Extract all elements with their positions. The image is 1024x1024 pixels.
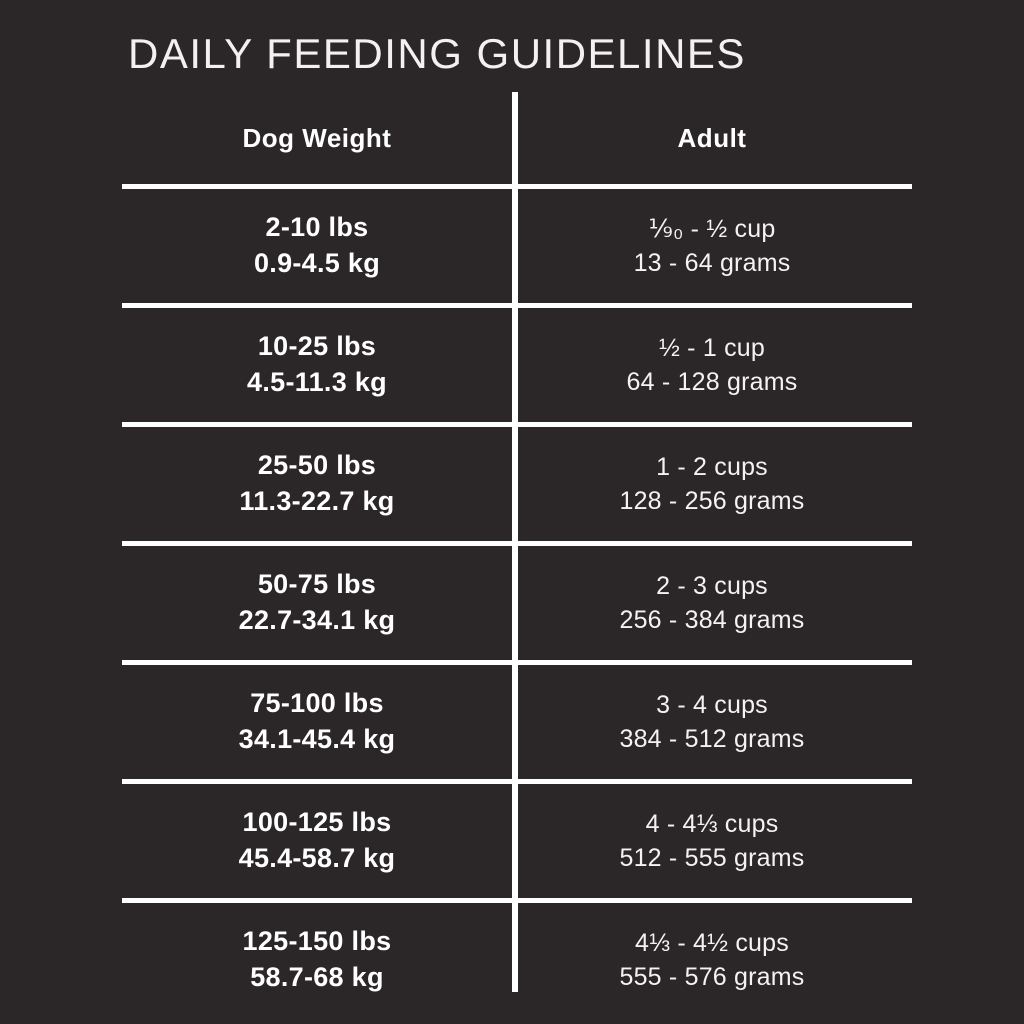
weight-lbs: 125-150 lbs xyxy=(242,926,392,957)
adult-cups: 4 - 4⅓ cups xyxy=(645,810,779,838)
header-cell-weight xyxy=(122,92,512,187)
adult-cups: 2 - 3 cups xyxy=(656,572,768,600)
table-row xyxy=(122,425,912,544)
weight-lbs: 100-125 lbs xyxy=(242,807,392,838)
cell-weight xyxy=(122,544,512,663)
adult-cups: 1 - 2 cups xyxy=(656,453,768,481)
table-row xyxy=(122,782,912,901)
adult-grams: 13 - 64 grams xyxy=(633,249,791,277)
cell-adult xyxy=(512,544,912,663)
cell-weight xyxy=(122,901,512,1018)
adult-cups: 3 - 4 cups xyxy=(656,691,768,719)
weight-kg: 0.9-4.5 kg xyxy=(253,248,381,278)
cell-weight xyxy=(122,782,512,901)
weight-lbs: 2-10 lbs xyxy=(265,212,369,243)
weight-lbs: 75-100 lbs xyxy=(250,688,384,719)
weight-kg: 34.1-45.4 kg xyxy=(238,724,396,754)
cell-adult xyxy=(512,425,912,544)
cell-weight xyxy=(122,187,512,306)
cell-adult xyxy=(512,901,912,1018)
adult-grams: 512 - 555 grams xyxy=(619,844,805,872)
page-title: DAILY FEEDING GUIDELINES xyxy=(128,30,746,77)
cell-weight xyxy=(122,663,512,782)
adult-grams: 555 - 576 grams xyxy=(619,963,805,991)
weight-kg: 11.3-22.7 kg xyxy=(239,486,395,516)
cell-weight xyxy=(122,425,512,544)
header-label-weight: Dog Weight xyxy=(242,122,392,153)
adult-cups: ⅑₀ - ½ cup xyxy=(648,215,776,243)
table-row xyxy=(122,306,912,425)
adult-cups: ½ - 1 cup xyxy=(658,334,766,362)
table-header-row xyxy=(122,92,912,187)
adult-cups: 4⅓ - 4½ cups xyxy=(635,929,789,957)
weight-lbs: 25-50 lbs xyxy=(257,450,377,481)
table-row xyxy=(122,901,912,1018)
weight-lbs: 50-75 lbs xyxy=(257,569,377,600)
header-label-adult: Adult xyxy=(677,122,747,153)
weight-kg: 22.7-34.1 kg xyxy=(238,605,396,635)
cell-adult xyxy=(512,187,912,306)
adult-grams: 384 - 512 grams xyxy=(619,725,805,753)
weight-lbs: 10-25 lbs xyxy=(257,331,377,362)
cell-weight xyxy=(122,306,512,425)
cell-adult xyxy=(512,782,912,901)
weight-kg: 45.4-58.7 kg xyxy=(238,843,396,873)
table-row xyxy=(122,663,912,782)
adult-grams: 128 - 256 grams xyxy=(619,487,805,515)
table-row xyxy=(122,544,912,663)
feeding-table xyxy=(122,92,912,1017)
feeding-table-container xyxy=(122,92,912,1017)
weight-kg: 4.5-11.3 kg xyxy=(247,367,387,397)
cell-adult xyxy=(512,663,912,782)
adult-grams: 64 - 128 grams xyxy=(626,368,798,396)
adult-grams: 256 - 384 grams xyxy=(619,606,805,634)
header-cell-adult xyxy=(512,92,912,187)
cell-adult xyxy=(512,306,912,425)
table-row xyxy=(122,187,912,306)
weight-kg: 58.7-68 kg xyxy=(250,962,384,992)
